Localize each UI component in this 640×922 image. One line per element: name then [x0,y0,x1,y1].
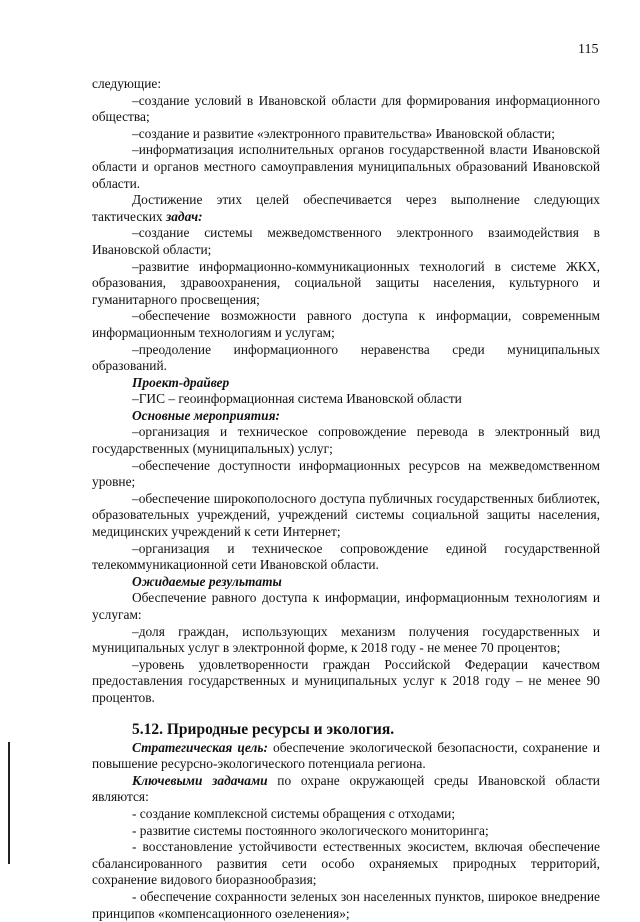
eco-item-3: - восстановление устойчивости естественных экосистем, включая обеспечение сбалансированного развития сети особо охраняемых природных территорий, сохранение видового биоразнообразия; [92,839,600,888]
main-measures-label: Основные мероприятия: [132,407,280,423]
task-item-2: –развитие информационно-коммуникационных технологий в системе ЖКХ, образования, здравоохранения, социальной защиты населения, культурного и гуманитарного просвещения; [92,258,600,307]
goal-item-1: –создание условий в Ивановской области для формирования информационного общества; [92,92,600,125]
document-body [92,76,600,922]
margin-scan-line [8,742,10,864]
measure-item-3: –обеспечение широкополосного доступа публичных государственных библиотек, образовательных учреждений, учреждений системы социальной защиты населения, медицинских учреждений к сети Интернет; [92,490,600,540]
measure-item-1: –организация и техническое сопровождение перевода в электронный вид государственных (муниципальных) услуг; [92,424,600,457]
achievement-paragraph [92,192,600,225]
expected-results-label: Ожидаемые результаты [132,573,282,589]
key-tasks-text: по охране окружающей среды Ивановской области являются: [92,772,600,805]
eco-item-2: - развитие системы постоянного экологического мониторинга; [132,822,489,838]
eco-item-1: - создание комплексной системы обращения с отходами; [132,805,456,821]
strategic-goal-paragraph [92,740,600,773]
results-intro: Обеспечение равного доступа к информации, информационным технологиям и услугам: [92,590,600,622]
strategic-goal-text: обеспечение экологической безопасности, сохранение и повышение ресурсно-экологического потенциала региона. [92,739,600,772]
goal-item-3: –информатизация исполнительных органов государственной власти Ивановской области и органов местного самоуправления муниципальных образований Ивановской области. [92,142,600,191]
goal-item-2: –создание и развитие «электронного правительства» Ивановской области; [132,125,555,141]
measure-item-2: –обеспечение доступности информационных ресурсов на межведомственном уровне; [92,457,600,490]
result-item-1: –доля граждан, использующих механизм получения государственных и муниципальных услуг в электронной форме, к 2018 году - не менее 70 процентов; [92,623,600,656]
project-driver-label: Проект-драйвер [132,374,230,390]
page-number: 115 [578,42,599,57]
key-tasks-label: Ключевыми задачами [132,772,268,788]
measure-item-4: –организация и техническое сопровождение единой государственной телекоммуникационной сети Ивановской области. [92,540,600,573]
intro-line: следующие: [92,76,162,91]
task-item-1: –создание системы межведомственного электронного взаимодействия в Ивановской области; [92,225,600,257]
tasks-label: задач: [166,208,203,224]
achievement-text: Достижение этих целей обеспечивается через выполнение следующих тактических [92,192,600,224]
task-item-4: –преодоление информационного неравенства среди муниципальных образований. [92,341,600,374]
result-item-2: –уровень удовлетворенности граждан Российской Федерации качеством предоставления государственных и муниципальных услуг к 2018 году – не менее 90 процентов. [92,656,600,705]
project-driver-item: –ГИС – геоинформационная система Ивановской области [132,391,462,407]
key-tasks-paragraph [92,773,600,806]
eco-item-4: - обеспечение сохранности зеленых зон населенных пунктов, широкое внедрение принципов «компенсационного озеленения»; [92,888,600,921]
strategic-goal-label: Стратегическая цель: [132,739,268,755]
section-heading: 5.12. Природные ресурсы и экология. [132,720,395,738]
task-item-3: –обеспечение возможности равного доступа к информации, современным информационным технологиям и услугам; [92,308,600,340]
